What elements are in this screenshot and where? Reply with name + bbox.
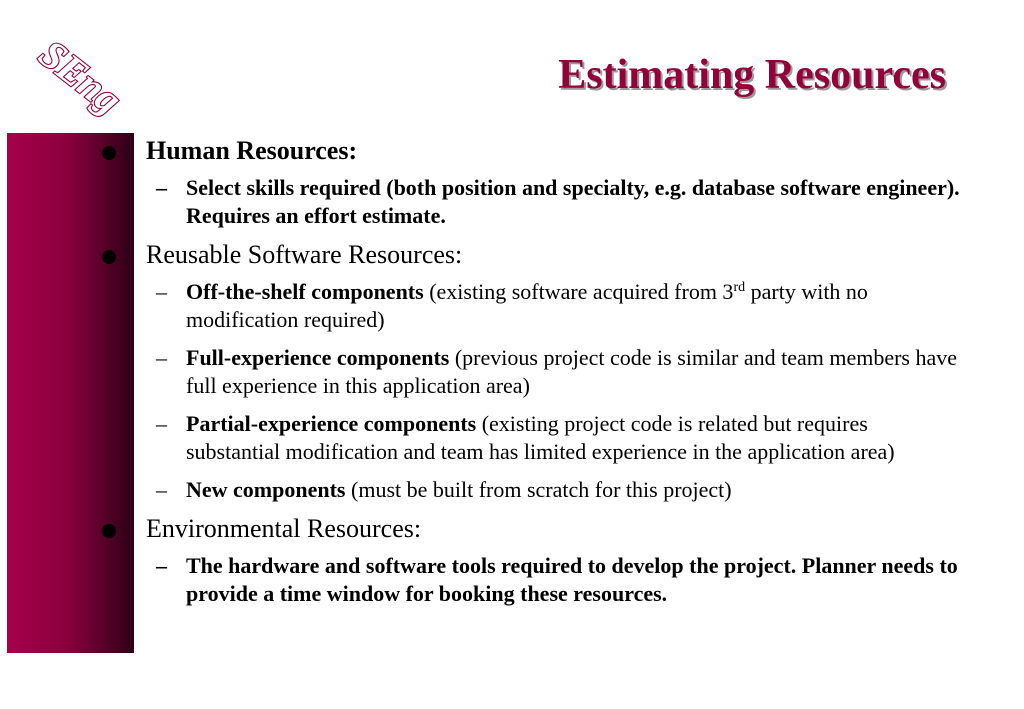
sub-item-full-experience bbox=[100, 344, 970, 400]
sub-list-environmental-resources bbox=[100, 552, 970, 608]
bullet-dot-icon bbox=[102, 250, 116, 264]
slide-title: Estimating Resources bbox=[558, 52, 946, 98]
sub-item-text: The hardware and software tools required to develop the project. Planner needs to provide a time window for booking these resources. bbox=[186, 553, 958, 606]
sub-list-human-resources bbox=[100, 174, 970, 230]
sub-item-text-continued: party with no modification required) bbox=[186, 279, 868, 332]
sub-item-hardware-software bbox=[100, 552, 970, 608]
sub-item-off-the-shelf bbox=[100, 278, 970, 334]
sub-item-lead: Off-the-shelf components bbox=[186, 279, 424, 304]
sub-item-superscript: rd bbox=[733, 280, 746, 295]
sub-item-text: (existing software acquired from 3 bbox=[423, 279, 734, 304]
sub-item-lead: Partial-experience components bbox=[186, 411, 477, 436]
bullet-environmental-resources bbox=[100, 514, 970, 544]
bullet-reusable-software bbox=[100, 240, 970, 270]
sub-item-text: (existing project code is related but requires substantial modification and team has limited experience in the application area) bbox=[186, 411, 895, 464]
seng-logo bbox=[8, 30, 148, 130]
sub-list-reusable-software bbox=[100, 278, 970, 504]
bullet-label: Reusable Software Resources: bbox=[146, 240, 463, 269]
sub-item-lead: Full-experience components bbox=[186, 345, 450, 370]
dash-icon: – bbox=[156, 411, 167, 436]
dash-icon: – bbox=[156, 345, 167, 370]
slide-body bbox=[100, 136, 970, 618]
seng-logo-graphic bbox=[8, 30, 148, 130]
dash-icon: – bbox=[156, 279, 167, 304]
sub-item-text: (must be built from scratch for this project) bbox=[345, 477, 732, 502]
sub-item-partial-experience bbox=[100, 410, 970, 466]
seng-logo-text: SEng bbox=[30, 30, 131, 123]
bullet-dot-icon bbox=[102, 524, 116, 538]
bullet-dot-icon bbox=[102, 146, 116, 160]
dash-icon: – bbox=[156, 553, 167, 578]
bullet-human-resources bbox=[100, 136, 970, 166]
sub-item-lead: New components bbox=[186, 477, 346, 502]
dash-icon: – bbox=[156, 175, 167, 200]
bullet-label: Human Resources: bbox=[146, 136, 358, 165]
sub-item-text: (previous project code is similar and team members have full experience in this application area) bbox=[186, 345, 958, 398]
sub-item-new-components bbox=[100, 476, 970, 504]
sub-item-skills bbox=[100, 174, 970, 230]
sub-item-text: Select skills required (both position and specialty, e.g. database software engineer). Requires an effort estimate. bbox=[186, 175, 960, 228]
dash-icon: – bbox=[156, 477, 167, 502]
bullet-label: Environmental Resources: bbox=[146, 514, 422, 543]
